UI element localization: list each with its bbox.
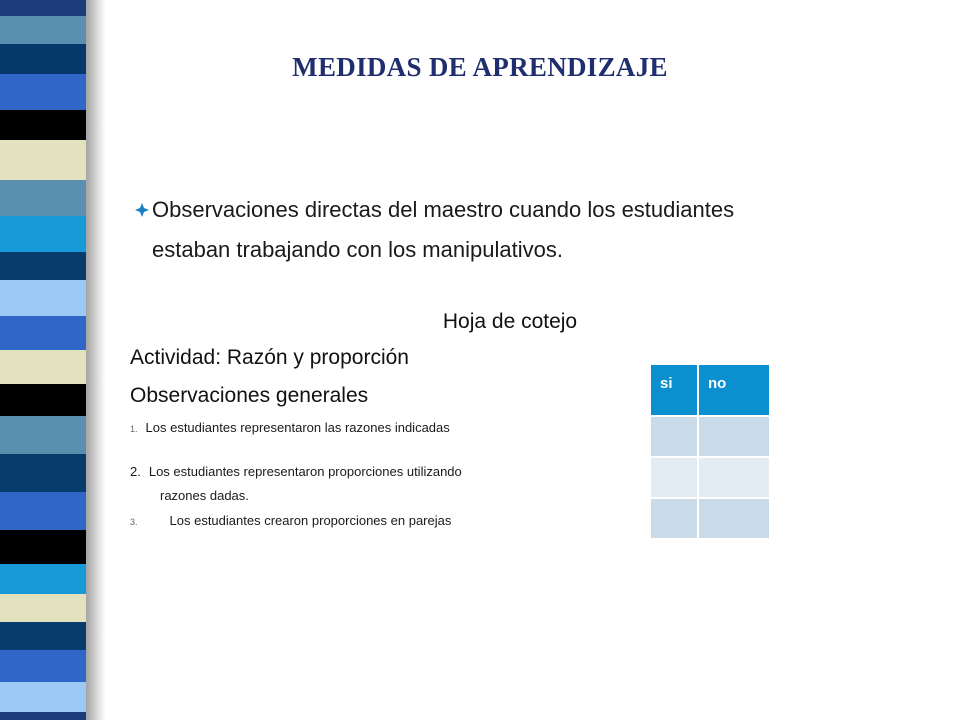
slide-title: MEDIDAS DE APRENDIZAJE xyxy=(292,52,668,82)
checklist-item-2 xyxy=(130,464,462,479)
activity-label: Actividad: Razón y proporción xyxy=(130,346,409,369)
item-number: 3. xyxy=(130,517,138,527)
checklist-item-1 xyxy=(130,420,450,435)
checklist-heading: Hoja de cotejo xyxy=(442,310,578,333)
bullet-line-2: estaban trabajando con los manipulativos. xyxy=(152,237,563,262)
general-observations-label: Observaciones generales xyxy=(130,384,369,407)
item-text: Los estudiantes representaron proporciones utilizando xyxy=(148,464,462,479)
yes-no-table xyxy=(649,363,771,540)
table-cell[interactable] xyxy=(650,498,698,539)
table-cell[interactable] xyxy=(650,457,698,498)
item-text: Los estudiantes representaron las razones indicadas xyxy=(145,420,450,435)
table-cell[interactable] xyxy=(698,416,770,457)
table-row xyxy=(650,416,770,457)
diamond-bullet-icon xyxy=(133,201,151,219)
table-row xyxy=(650,498,770,539)
item-text: Los estudiantes crearon proporciones en parejas xyxy=(169,513,452,528)
item-number: 1. xyxy=(130,424,138,434)
header-no: no xyxy=(698,364,770,416)
decorative-stripe-bar xyxy=(0,0,86,720)
table-cell[interactable] xyxy=(698,498,770,539)
table-cell[interactable] xyxy=(650,416,698,457)
table-cell[interactable] xyxy=(698,457,770,498)
checklist-item-2-continued: razones dadas. xyxy=(160,488,249,503)
header-si: si xyxy=(650,364,698,416)
bullet-line-1: Observaciones directas del maestro cuando los estudiantes xyxy=(152,197,735,222)
table-row xyxy=(650,457,770,498)
stripe-shadow xyxy=(84,0,106,720)
checklist-item-3 xyxy=(130,513,451,528)
item-number: 2. xyxy=(130,464,141,479)
